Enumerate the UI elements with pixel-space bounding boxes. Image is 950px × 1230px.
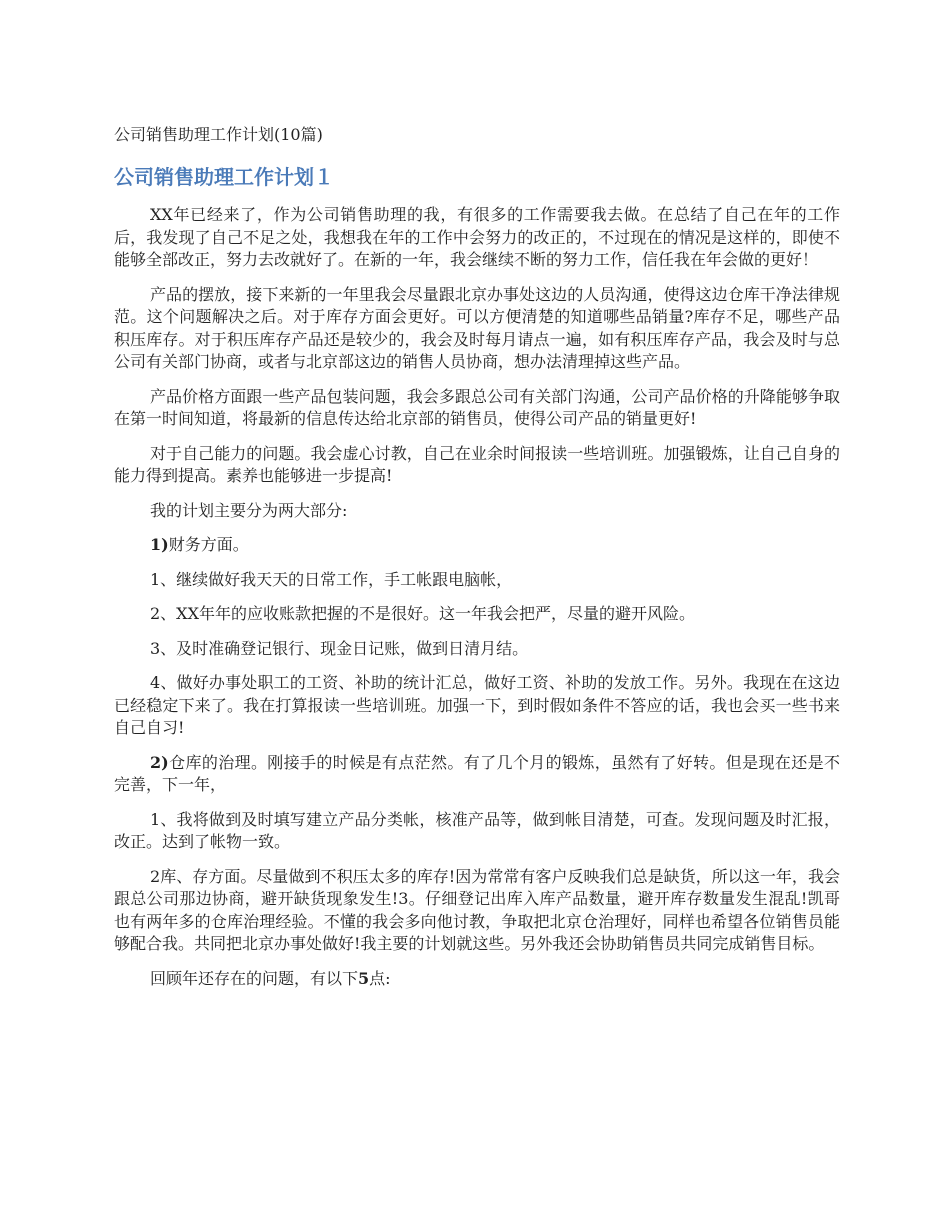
paragraph-pricing: 产品价格方面跟一些产品包装问题，我会多跟总公司有关部门沟通，公司产品价格的升降能够争取在第一时间知道，将最新的信息传达给北京部的销售员，使得公司产品的销量更好!: [114, 386, 840, 428]
list-item: 3、及时准确登记银行、现金日记账，做到日清月结。: [150, 638, 529, 658]
paragraph-intro: XX年已经来了，作为公司销售助理的我，有很多的工作需要我去做。在总结了自己在年的工作后，我发现了自己不足之处，我想我在年的工作中会努力的改正的，不过现在的情况是这样的，即使不能够全部改正，努力去改就好了。在新的一年，我会继续不断的努力工作，信任我在年会做的更好！: [114, 205, 840, 269]
document-title: 公司销售助理工作计划(10篇): [114, 125, 323, 144]
paragraph-product-placement: 产品的摆放，接下来新的一年里我会尽量跟北京办事处这边的人员沟通，使得这边仓库干净法律规范。这个问题解决之后。对于库存方面会更好。可以方便清楚的知道哪些品销量?库存不足，哪些产品积压库存。对于积压库存产品还是较少的，我会及时每月请点一遍，如有积压库存产品，我会及时与总公司有关部门协商，或者与北京部这边的销售人员协商，想办法清理掉这些产品。: [114, 284, 840, 371]
list-item: 1、我将做到及时填写建立产品分类帐，核准产品等，做到帐目清楚，可查。发现问题及时汇报，改正。达到了帐物一致。: [114, 809, 840, 851]
review-suffix: 点:: [369, 968, 391, 988]
review-count: 5: [358, 968, 370, 988]
paragraph-ability: 对于自己能力的问题。我会虚心讨教，自己在业余时间报读一些培训班。加强锻炼，让自己自身的能力得到提高。素养也能够进一步提高!: [114, 443, 840, 485]
list-item: 4、做好办事处职工的工资、补助的统计汇总，做好工资、补助的发放工作。另外。我现在在这边已经稳定下来了。我在打算报读一些培训班。加强一下，到时假如条件不答应的话，我也会买一些书来自己自习!: [114, 673, 840, 737]
document-body: [114, 204, 840, 1002]
paragraph-plan-intro: 我的计划主要分为两大部分:: [150, 500, 348, 520]
list-item: 2库、存方面。尽量做到不积压太多的库存!因为常常有客户反映我们总是缺货，所以这一年，我会跟总公司那边协商，避开缺货现象发生!3。仔细登记出库入库产品数量，避开库存数量发生混乱!凯哥也有两年多的仓库治理经验。不懂的我会多向他讨教，争取把北京仓治理好，同样也希望各位销售员能够配合我。共同把北京办事处做好!我主要的计划就这些。另外我还会协助销售员共同完成销售目标。: [114, 866, 840, 953]
list-item: 1、继续做好我天天的日常工作，手工帐跟电脑帐，: [150, 569, 513, 589]
section-number: 2): [150, 752, 169, 772]
review-text: 回顾年还存在的问题，有以下: [150, 968, 359, 988]
section-number: 1): [150, 535, 169, 554]
paragraph-review: [114, 968, 840, 991]
section-heading: 公司销售助理工作计划１: [114, 165, 334, 189]
paragraph-section-warehouse: [114, 752, 840, 797]
list-item: 2、XX年年的应收账款把握的不是很好。这一年我会把严，尽量的避开风险。: [150, 604, 695, 623]
paragraph-section-finance: [114, 534, 840, 557]
section-label: 仓库的治理。刚接手的时候是有点茫然。有了几个月的锻炼，虽然有了好转。但是现在还是不完善，下一年，: [114, 752, 840, 794]
section-label: 财务方面。: [168, 535, 249, 554]
